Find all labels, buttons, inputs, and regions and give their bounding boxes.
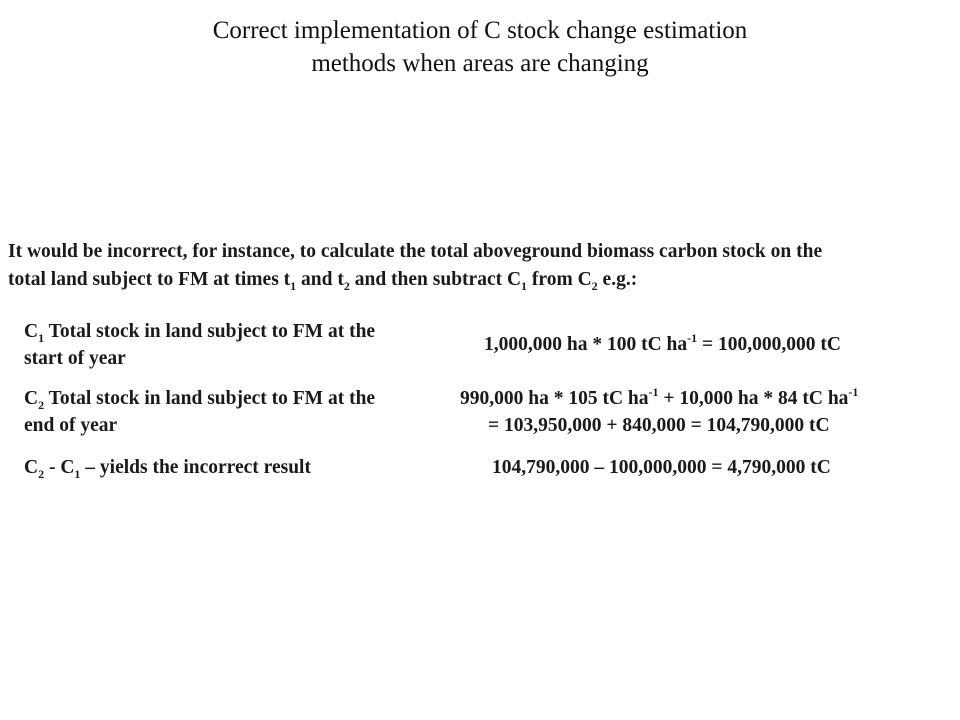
subscript-c2: 2 — [591, 279, 598, 293]
subscript-t2: 2 — [343, 279, 350, 293]
row-calc-c2-line-1 — [460, 385, 858, 412]
intro-text-e: e.g.: — [597, 269, 638, 290]
row-label-c1 — [24, 318, 444, 372]
intro-text-c: and then subtract C — [349, 269, 522, 290]
label-text: Total stock in land subject to FM at the — [44, 321, 376, 342]
row-label-c1-line-1 — [24, 318, 444, 345]
emphasis-incorrect: incorrect — [183, 457, 259, 478]
intro-paragraph — [8, 238, 956, 294]
slide-title-line-2: methods when areas are changing — [311, 50, 649, 77]
superscript: -1 — [687, 331, 698, 345]
label-text-a: C — [24, 457, 39, 478]
row-calc-c1 — [484, 331, 841, 358]
intro-line-2 — [8, 266, 956, 294]
symbol-c: C — [24, 321, 39, 342]
symbol-c: C — [24, 388, 39, 409]
row-label-c1-line-2: start of year — [24, 348, 126, 369]
calc-text-b: + 10,000 ha * 84 tC ha — [658, 388, 849, 409]
superscript: -1 — [648, 385, 659, 399]
intro-text-b: and t — [296, 269, 344, 290]
label-text-b: - C — [44, 457, 75, 478]
subscript-c1: 1 — [521, 279, 528, 293]
intro-line-1: It would be incorrect, for instance, to calculate the total aboveground biomass carbon stock on the — [8, 241, 823, 262]
intro-text-d: from C — [527, 269, 592, 290]
intro-text-a: total land subject to FM at times t — [8, 269, 291, 290]
subscript-t1: 1 — [290, 279, 297, 293]
row-label-c2-line-1 — [24, 385, 444, 412]
label-text-c: – yields the — [80, 457, 184, 478]
subscript: 1 — [74, 467, 81, 481]
row-calc-c2 — [460, 385, 858, 439]
slide-title-line-1: Correct implementation of C stock change estimation — [212, 17, 748, 44]
calc-text-b: = 100,000,000 tC — [697, 334, 841, 355]
document-excerpt — [8, 238, 956, 481]
row-label-c2 — [24, 385, 444, 439]
label-text: Total stock in land subject to FM at the — [44, 388, 376, 409]
row-calc-difference: 104,790,000 – 100,000,000 = 4,790,000 tC — [492, 457, 831, 478]
superscript: -1 — [848, 385, 859, 399]
label-text-d: result — [258, 457, 311, 478]
row-label-difference — [24, 454, 444, 481]
row-label-c2-line-2: end of year — [24, 415, 118, 436]
subscript: 2 — [38, 398, 45, 412]
subscript: 2 — [38, 467, 45, 481]
subscript: 1 — [38, 331, 45, 345]
row-calc-c2-line-2: = 103,950,000 + 840,000 = 104,790,000 tC — [488, 415, 830, 436]
slide-title — [0, 14, 960, 80]
calc-text-a: 990,000 ha * 105 tC ha — [460, 388, 649, 409]
calc-text-a: 1,000,000 ha * 100 tC ha — [484, 334, 688, 355]
